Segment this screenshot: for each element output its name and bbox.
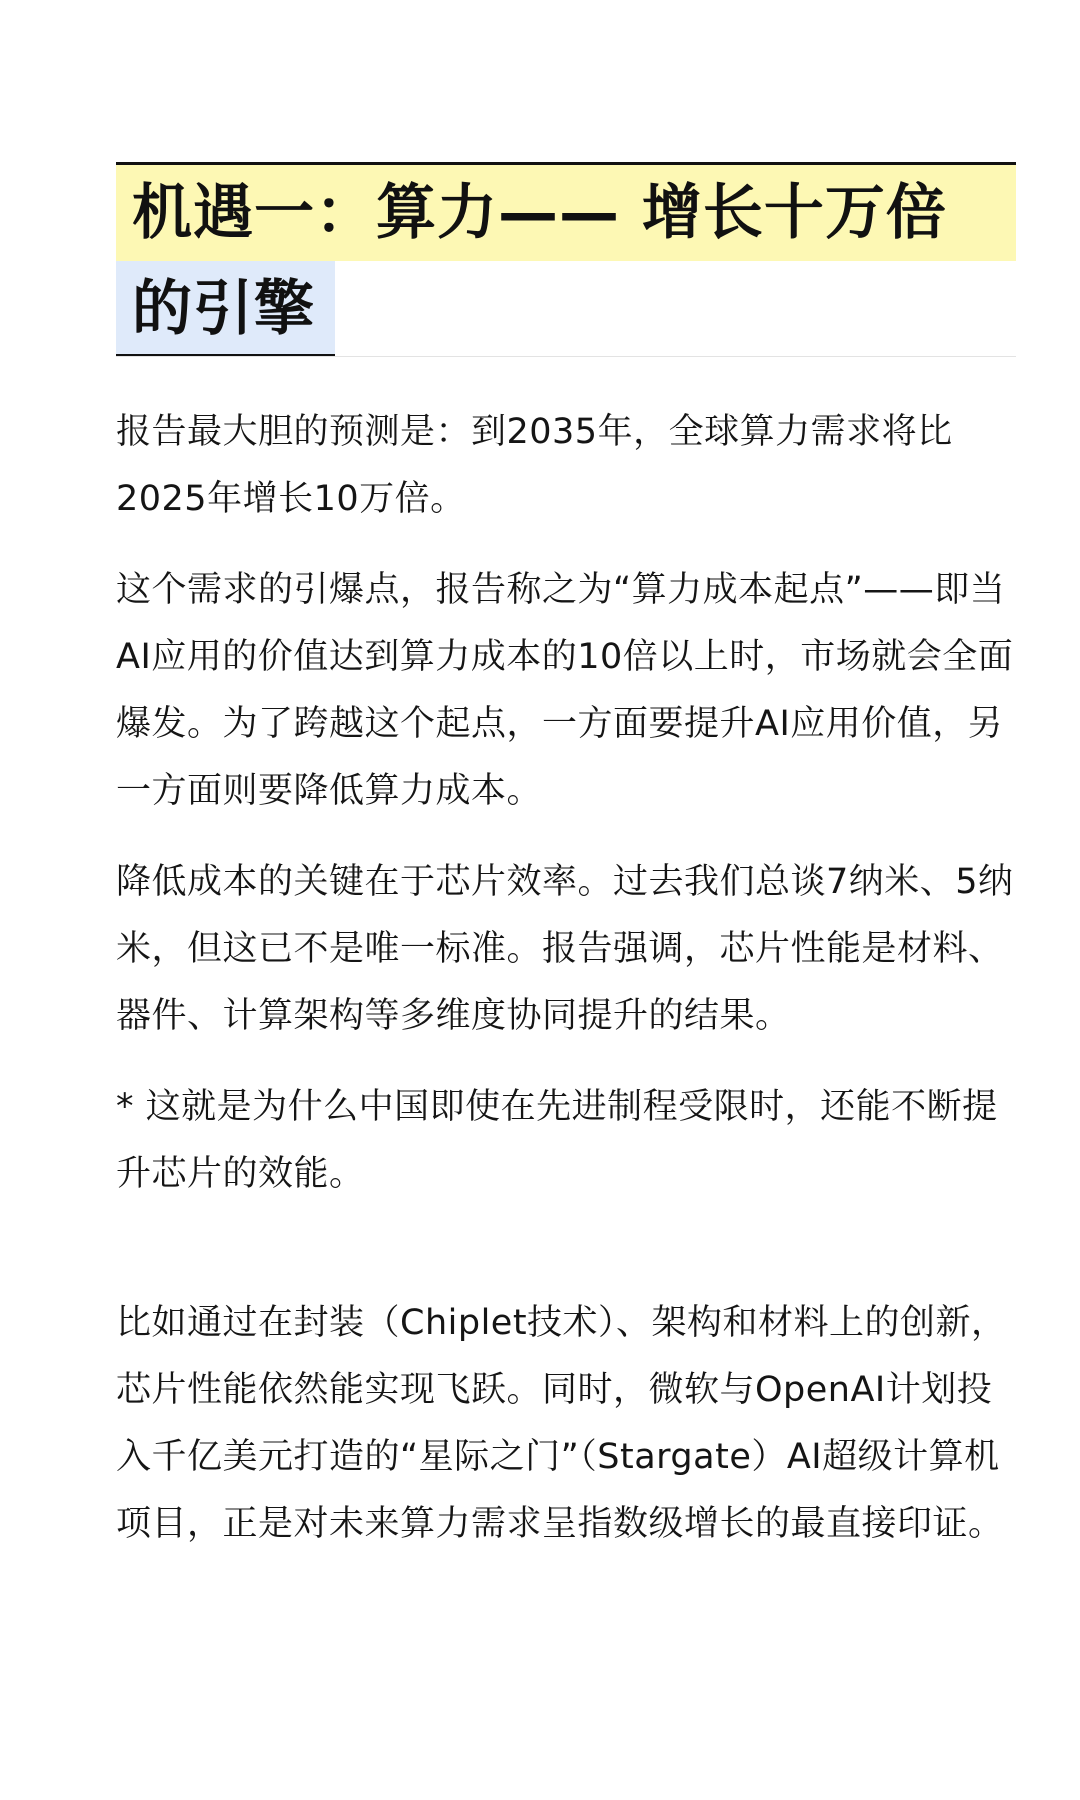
paragraph-cost-threshold: 这个需求的引爆点，报告称之为“算力成本起点”——即当AI应用的价值达到算力成本的10倍以上时，市场就会全面爆发。为了跨越这个起点，一方面要提升AI应用价值，另一方面则要降低算力成本。 bbox=[116, 570, 1014, 811]
heading-line-1: 机遇一：算力—— 增长十万倍 bbox=[116, 165, 1016, 261]
paragraph-stargate: 比如通过在封装（Chiplet技术）、架构和材料上的创新，芯片性能依然能实现飞跃。同时，微软与OpenAI计划投入千亿美元打造的“星际之门”（Stargate）AI超级计算机项目，正是对未来算力需求呈指数级增长的最直接印证。 bbox=[116, 1303, 1007, 1544]
section-heading bbox=[116, 162, 1016, 357]
article bbox=[116, 162, 1016, 1582]
paragraph-chip-efficiency: 降低成本的关键在于芯片效率。过去我们总谈7纳米、5纳米，但这已不是唯一标准。报告强调，芯片性能是材料、器件、计算架构等多维度协同提升的结果。 bbox=[116, 862, 1014, 1036]
paragraph-forecast: 报告最大胆的预测是：到2035年，全球算力需求将比2025年增长10万倍。 bbox=[116, 412, 953, 519]
paragraph-note: * 这就是为什么中国即使在先进制程受限时，还能不断提升芯片的效能。 bbox=[116, 1087, 998, 1194]
article-body bbox=[116, 399, 1016, 1558]
heading-divider bbox=[116, 356, 1016, 357]
heading-line-2: 的引擎 bbox=[116, 261, 335, 357]
